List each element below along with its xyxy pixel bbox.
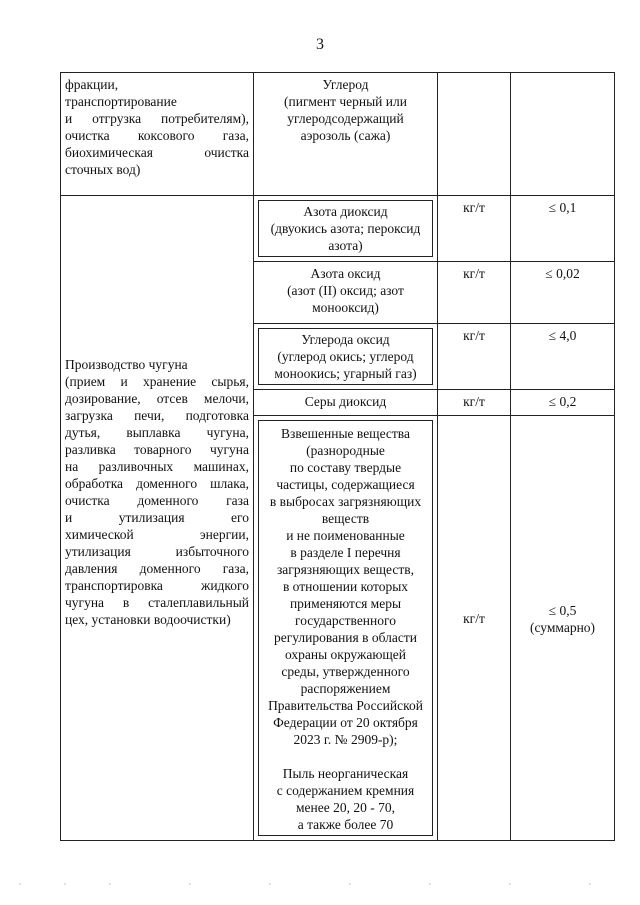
- activity-line: загрузка печи, подготовка: [65, 408, 249, 423]
- activity-line: химической энергии,: [65, 527, 249, 542]
- substance-line: Серы диоксид: [304, 394, 387, 409]
- substance-line: (углерод окись; углерод: [277, 349, 414, 364]
- unit-cell: кг/т: [438, 324, 511, 390]
- scan-dot: [64, 883, 65, 884]
- value-cell: [511, 416, 615, 841]
- activity-line: биохимическая очистка: [65, 145, 249, 160]
- substance-line: Правительства Российской: [268, 698, 423, 713]
- substance-cell-sulfur-dioxide: [254, 390, 438, 416]
- substance-line: менее 20, 20 - 70,: [296, 800, 395, 815]
- activity-cell-continuation: [61, 73, 254, 196]
- value-cell-empty: [511, 73, 615, 196]
- activity-line: обработка доменного шлака,: [65, 476, 249, 491]
- substance-line: загрязняющих веществ,: [276, 562, 415, 577]
- scan-dot: [109, 883, 110, 884]
- activity-line: транспортирование: [65, 94, 177, 109]
- substance-line: монооксид): [312, 300, 379, 315]
- substance-line: Федерации от 20 октября: [273, 715, 418, 730]
- scan-dot: [269, 883, 270, 884]
- substance-line: 2023 г. № 2909-р);: [293, 732, 398, 747]
- value-cell: ≤ 0,1: [511, 196, 615, 262]
- substance-line: среды, утвержденного: [281, 664, 410, 679]
- substance-line: в выбросах загрязняющих: [269, 494, 422, 509]
- unit-cell: кг/т: [438, 416, 511, 841]
- substance-line: Пыль неорганическая: [282, 766, 409, 781]
- substance-line: (азот (II) оксид; азот: [287, 283, 404, 298]
- substance-cell-nitrogen-oxide: [254, 262, 438, 324]
- substance-line: с содержанием кремния: [276, 783, 415, 798]
- activity-cell-iron-production: [61, 196, 254, 841]
- scan-dot: [429, 883, 430, 884]
- substance-line: и не поименованные: [286, 528, 405, 543]
- activity-line: сточных вод): [65, 162, 141, 177]
- activity-line: Производство чугуна: [65, 357, 188, 372]
- substance-cell-carbon: [254, 73, 438, 196]
- activity-line: дутья, выплавка чугуна,: [65, 425, 249, 440]
- substance-line: моноокись; угарный газ): [274, 366, 417, 381]
- page-number: 3: [316, 36, 324, 53]
- substance-line: (разнородные: [306, 443, 385, 458]
- substance-line: Взвешенные вещества: [281, 426, 410, 441]
- substance-cell-particulates: [254, 416, 438, 841]
- table-row: [61, 73, 615, 196]
- spacer: [261, 748, 430, 765]
- substance-line: а также более 70: [297, 817, 394, 832]
- activity-line: давления доменного газа,: [65, 561, 249, 576]
- value-line: ≤ 0,5: [548, 603, 577, 618]
- activity-line: разливка товарного чугуна: [65, 442, 249, 457]
- scan-dot: [589, 883, 590, 884]
- value-cell: ≤ 0,02: [511, 262, 615, 324]
- activity-line: цех, установки водоочистки): [65, 612, 231, 627]
- scan-dot: [19, 883, 20, 884]
- value-line: (суммарно): [529, 620, 596, 635]
- activity-line: и утилизация его: [65, 510, 249, 525]
- activity-line: транспортировка жидкого: [65, 578, 249, 593]
- substance-line: (двуокись азота; пероксид: [270, 221, 421, 236]
- substance-cell-carbon-monoxide: [254, 324, 438, 390]
- substance-line: Углерод: [322, 77, 369, 92]
- substance-line: углеродсодержащий: [287, 111, 404, 126]
- substance-line: по составу твердые: [289, 460, 402, 475]
- substance-line: (пигмент черный или: [284, 94, 407, 109]
- substance-line: распоряжением: [300, 681, 391, 696]
- substance-line: азота): [328, 238, 363, 253]
- emission-standards-table: [60, 72, 615, 841]
- substance-line: аэрозоль (сажа): [300, 128, 391, 143]
- substance-line: Азота диоксид: [303, 204, 388, 219]
- activity-line: фракции,: [65, 77, 119, 92]
- activity-line: дозирование, отсев мелочи,: [65, 391, 249, 406]
- activity-line: на разливочных машинах,: [65, 459, 249, 474]
- activity-line: и отгрузка потребителям),: [65, 111, 249, 126]
- substance-line: охраны окружающей: [284, 647, 407, 662]
- substance-cell-nitrogen-dioxide: [254, 196, 438, 262]
- activity-line: очистка доменного газа: [65, 493, 249, 508]
- unit-cell: кг/т: [438, 262, 511, 324]
- substance-line: Азота оксид: [310, 266, 381, 281]
- scan-dot: [509, 883, 510, 884]
- unit-cell: кг/т: [438, 196, 511, 262]
- substance-line: регулирования в области: [274, 630, 417, 645]
- table-row: [61, 196, 615, 262]
- value-cell: ≤ 4,0: [511, 324, 615, 390]
- scan-dot: [349, 883, 350, 884]
- activity-line: очистка коксового газа,: [65, 128, 249, 143]
- substance-line: в разделе I перечня: [290, 545, 401, 560]
- unit-cell: кг/т: [438, 390, 511, 416]
- substance-line: веществ: [321, 511, 370, 526]
- value-cell: ≤ 0,2: [511, 390, 615, 416]
- substance-line: в отношении которых: [282, 579, 409, 594]
- substance-line: государственного: [295, 613, 396, 628]
- substance-line: Углерода оксид: [301, 332, 390, 347]
- activity-line: чугуна в сталеплавильный: [65, 595, 249, 610]
- activity-line: (прием и хранение сырья,: [65, 374, 249, 389]
- activity-line: утилизация избыточного: [65, 544, 249, 559]
- unit-cell-empty: [438, 73, 511, 196]
- scan-artifact-dots: [0, 881, 640, 887]
- substance-line: применяются меры: [289, 596, 402, 611]
- substance-line: частицы, содержащиеся: [276, 477, 415, 492]
- scan-dot: [189, 883, 190, 884]
